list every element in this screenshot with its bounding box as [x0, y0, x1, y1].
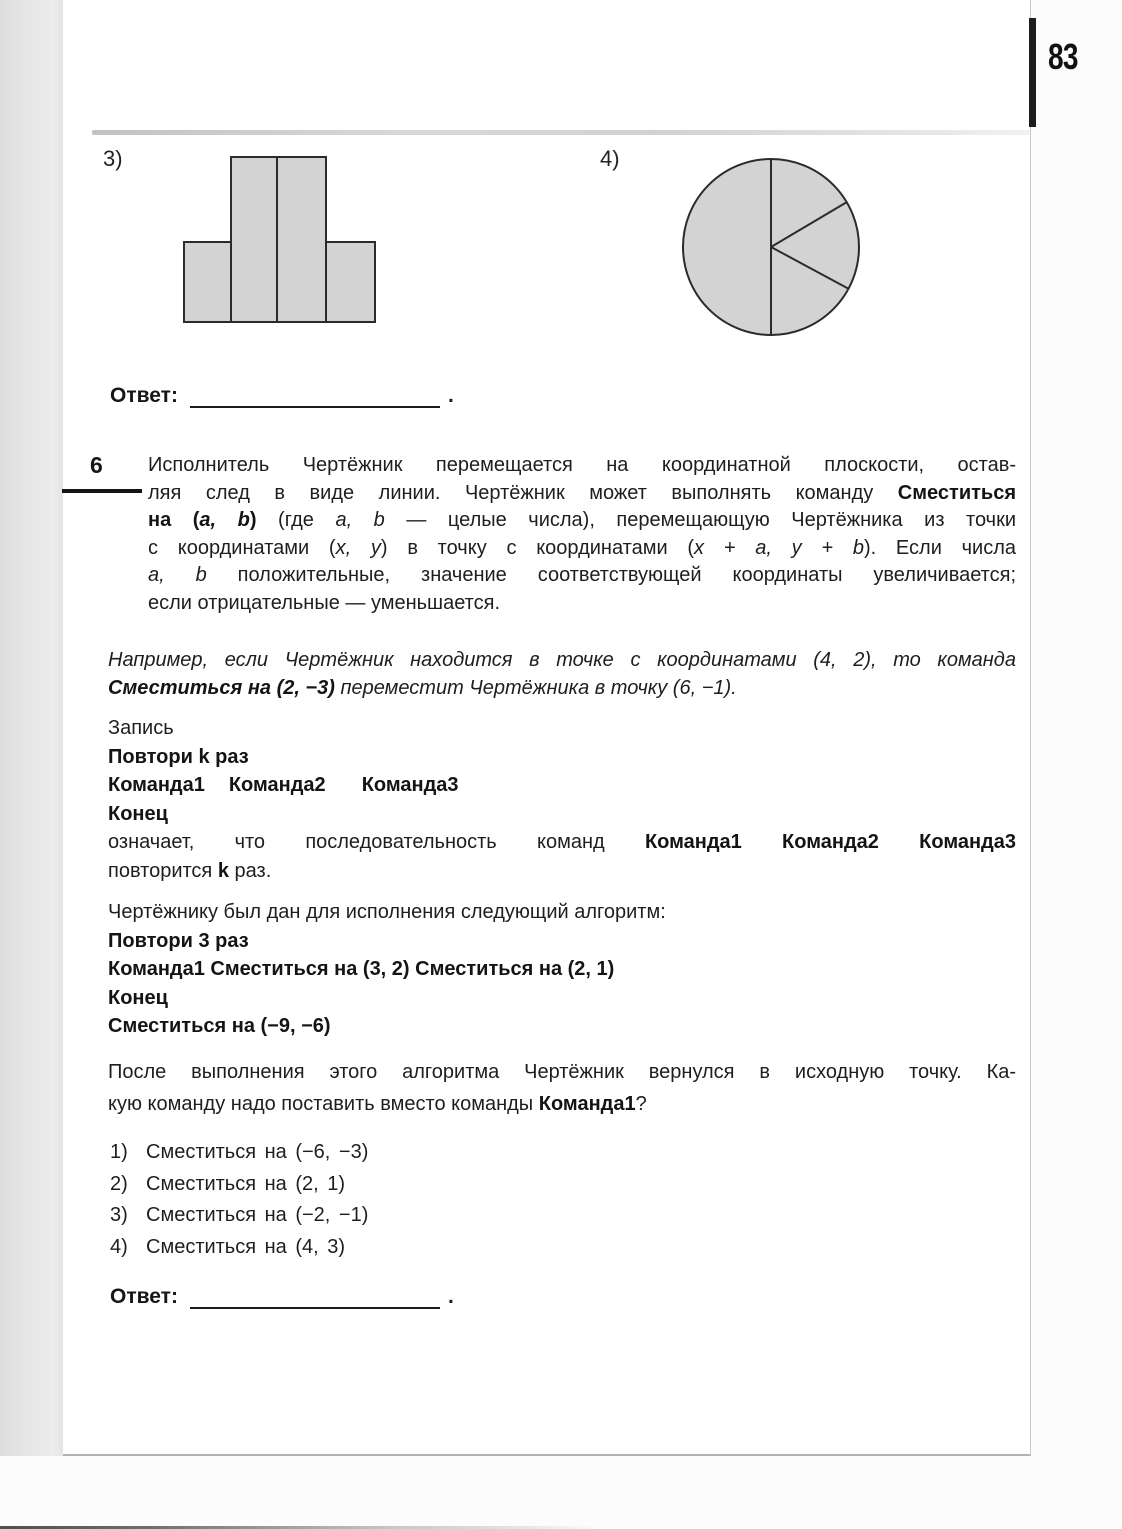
- figure-3-label: 3): [103, 146, 123, 171]
- notation-commands-line: Команда1 Команда2 Команда3: [108, 774, 459, 796]
- figure3-tall-left-rect: [231, 157, 277, 322]
- chapter-marker-bar: [1029, 18, 1036, 127]
- answer-blank-line: [190, 387, 440, 408]
- intro-line-4: с координатами (x, y) в точку с координатами (x + a, y + b). Если числа: [148, 536, 1017, 559]
- option-1-number: 1): [110, 1141, 128, 1163]
- notation-repeat-line: Повтори k раз: [108, 745, 249, 768]
- example-line-1: Например, если Чертёжник находится в точке с координатами (4, 2), то команда: [108, 649, 1016, 671]
- option-4-number: 4): [110, 1236, 128, 1259]
- option-1: [110, 1140, 610, 1164]
- algorithm-line-1: Повтори 3 раз: [108, 929, 249, 952]
- question-paragraph: [108, 1056, 1016, 1120]
- algorithm-intro: Чертёжнику был дан для исполнения следующий алгоритм:: [108, 901, 666, 923]
- example-line-2: Сместиться на (2, −3) переместит Чертёжника в точку (6, −1).: [108, 677, 737, 699]
- option-3: [110, 1203, 610, 1227]
- algorithm-block: [108, 898, 1016, 1041]
- figure-4-pie-shape: [680, 156, 862, 338]
- page-number: 83: [1048, 36, 1078, 77]
- answer-row-1: [110, 384, 454, 408]
- notation-block: [108, 714, 1016, 885]
- answer-row-2: [110, 1285, 454, 1309]
- task-number-underline: [62, 489, 142, 493]
- question-line-1: После выполнения этого алгоритма Чертёжник вернулся в исходную точку. Ка-: [108, 1061, 1016, 1083]
- algorithm-line-3: Конец: [108, 986, 168, 1009]
- option-4: [110, 1235, 610, 1259]
- option-2-text: Сместиться на (2, 1): [146, 1172, 346, 1195]
- algorithm-line-2: Команда1 Сместиться на (3, 2) Сместиться на (2, 1): [108, 958, 615, 980]
- figure3-left-rect: [184, 242, 232, 322]
- option-3-text: Сместиться на (−2, −1): [146, 1204, 369, 1227]
- question-line-2: кую команду надо поставить вместо команды Команда1?: [108, 1093, 647, 1115]
- notation-end-line: Конец: [108, 802, 168, 825]
- option-2: [110, 1172, 610, 1196]
- task-number: 6: [90, 452, 103, 478]
- figure3-right-rect: [326, 242, 375, 322]
- figure-3-step-shape: [183, 155, 376, 325]
- answer-label: Ответ:: [110, 384, 178, 407]
- page-top-scan-edge: [92, 130, 1030, 135]
- notation-repeats-line: повторится k раз.: [108, 859, 272, 882]
- task-intro-paragraph: [148, 452, 1016, 617]
- intro-line-3: на (a, b) (где a, b — целые числа), перемещающую Чертёжника из точки: [148, 509, 1016, 531]
- intro-line-6: если отрицательные — уменьшается.: [148, 591, 501, 614]
- options-list: [110, 1140, 610, 1267]
- option-2-number: 2): [110, 1172, 128, 1195]
- option-1-text: Сместиться на (−6, −3): [146, 1141, 369, 1163]
- intro-line-5: a, b положительные, значение соответствующей координаты увеличивается;: [148, 564, 1017, 586]
- example-paragraph: [108, 646, 1016, 702]
- algorithm-line-4: Сместиться на (−9, −6): [108, 1015, 331, 1037]
- answer-label: Ответ:: [110, 1285, 178, 1308]
- option-3-number: 3): [110, 1204, 128, 1227]
- option-4-text: Сместиться на (4, 3): [146, 1236, 346, 1259]
- answer-period: .: [447, 1285, 454, 1308]
- notation-title: Запись: [108, 717, 174, 739]
- figure-4-label: 4): [600, 146, 620, 171]
- intro-line-2: ляя след в виде линии. Чертёжник может выполнять команду Сместиться: [148, 481, 1016, 504]
- notation-means-line: означает, что последовательность команд Команда1 Команда2 Команда3: [108, 831, 1016, 853]
- answer-blank-line: [190, 1288, 440, 1309]
- book-gutter-shadow: [0, 0, 63, 1456]
- figure3-tall-right-rect: [277, 157, 326, 322]
- answer-period: .: [447, 384, 454, 407]
- intro-line-1: Исполнитель Чертёжник перемещается на координатной плоскости, остав-: [148, 454, 1016, 476]
